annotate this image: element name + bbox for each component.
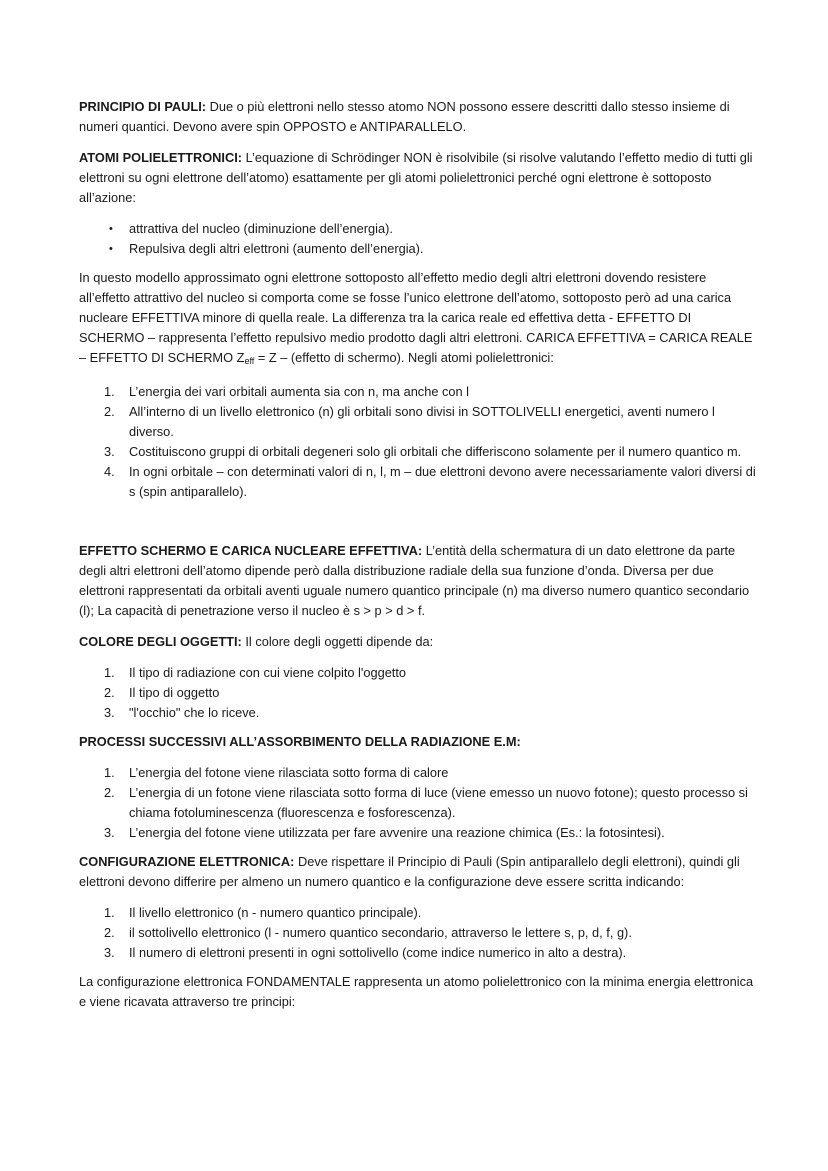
configurazione-paragraph xyxy=(79,852,756,892)
list-item: 1. L’energia dei vari orbitali aumenta sia con n, ma anche con l xyxy=(104,384,470,399)
list-item: 3. L’energia del fotone viene utilizzata per fare avvenire una reazione chimica (Es.: la fotosintesi). xyxy=(104,825,665,840)
list-item: 3. Il numero di elettroni presenti in ogni sottolivello (come indice numerico in alto a destra). xyxy=(104,945,627,960)
list-item: 4. In ogni orbitale – con determinati valori di n, l, m – due elettroni devono avere necessariamente valori diversi di s (spin antiparallelo). xyxy=(104,464,756,499)
bullet-icon: • xyxy=(109,223,113,235)
configurazione-closing-paragraph: La configurazione elettronica FONDAMENTALE rappresenta un atomo polielettronico con la minima energia elettronica e viene ricavata attraverso tre principi: xyxy=(79,974,754,1009)
polielettronici-heading: ATOMI POLIELETTRONICI: xyxy=(79,150,243,165)
list-item: • attrattiva del nucleo (diminuzione dell’energia). xyxy=(79,219,756,239)
list-item: 3. "l'occhio" che lo riceve. xyxy=(104,705,260,720)
colore-numbered-list xyxy=(79,663,756,723)
colore-paragraph xyxy=(79,632,756,652)
processi-paragraph xyxy=(79,732,756,752)
list-item: 1. L’energia del fotone viene rilasciata sotto forma di calore xyxy=(104,765,449,780)
model-paragraph: In questo modello approssimato ogni elettrone sottoposto all’effetto medio degli altri elettroni dovendo resistere all’effetto attrattivo del nucleo si comporta come se fosse l’unico elettrone dell’atomo, sottoposto però ad una carica nucleare EFFETTIVA minore di quella reale. La differenza tra la carica reale ed effettiva detta - EFFETTO DI SCHERMO – rappresenta l’effetto repulsivo medio prodotto dagli altri elettroni. CARICA EFFETTIVA = CARICA REALE – EFFETTO DI SCHERMO $Z_{eff} = Z$ – (effetto di schermo). Negli atomi polielettronici: xyxy=(79,270,753,366)
list-item: 1. Il livello elettronico (n - numero quantico principale). xyxy=(104,905,422,920)
schermo-heading: EFFETTO SCHERMO E CARICA NUCLEARE EFFETTIVA: xyxy=(79,543,423,558)
schermo-text: L’entità della schermatura di un dato elettrone da parte degli altri elettroni dell’atomo dipende però dalla distribuzione radiale della sua funzione d’onda. Diversa per due elettroni rappresentati da orbitali aventi uguale numero quantico principale (n) ma diverso numero quantico secondario (l); La capacità di penetrazione verso il nucleo è s > p > d > f. xyxy=(79,543,750,618)
polielettronici-numbered-list xyxy=(79,382,756,502)
list-item: 1. Il tipo di radiazione con cui viene colpito l'oggetto xyxy=(104,665,407,680)
polielettronici-bullet-list xyxy=(79,219,756,259)
zeff-subscript: eff xyxy=(244,356,255,366)
processi-numbered-list xyxy=(79,763,756,843)
pauli-heading: PRINCIPIO DI PAULI: xyxy=(79,99,207,114)
colore-text: Il colore degli oggetti dipende da: xyxy=(241,634,434,649)
list-item: 2. Il tipo di oggetto xyxy=(104,685,220,700)
list-item: • Repulsiva degli altri elettroni (aumento dell’energia). xyxy=(79,239,756,259)
list-item: 3. Costituiscono gruppi di orbitali degeneri solo gli orbitali che differiscono solamente per il numero quantico m. xyxy=(104,444,742,459)
list-item: 2. All’interno di un livello elettronico (n) gli orbitali sono divisi in SOTTOLIVELLI energetici, aventi numero l diverso. xyxy=(104,404,715,439)
configurazione-heading: CONFIGURAZIONE ELETTRONICA: xyxy=(79,854,295,869)
polielettronici-text: L’equazione di Schrödinger NON è risolvibile (si risolve valutando l’effetto medio di tutti gli elettroni su ogni elettrone dell’atomo) esattamente per gli atomi polielettronici perché ogni elettrone è sottoposto all’azione: xyxy=(79,150,753,205)
list-item: 2. il sottolivello elettronico (l - numero quantico secondario, attraverso le lettere s, p, d, f, g). xyxy=(104,925,632,940)
configurazione-numbered-list xyxy=(79,903,756,963)
colore-heading: COLORE DEGLI OGGETTI: xyxy=(79,634,242,649)
list-item: 2. L’energia di un fotone viene rilasciata sotto forma di luce (viene emesso un nuovo fotone); questo processo si chiama fotoluminescenza (fluorescenza e fosforescenza). xyxy=(104,785,748,820)
pauli-paragraph xyxy=(79,97,756,137)
processi-heading: PROCESSI SUCCESSIVI ALL’ASSORBIMENTO DELLA RADIAZIONE E.M: xyxy=(79,734,521,749)
bullet-icon: • xyxy=(109,243,113,255)
schermo-paragraph xyxy=(79,541,756,621)
pauli-text: Due o più elettroni nello stesso atomo NON possono essere descritti dallo stesso insieme di numeri quantici. Devono avere spin OPPOSTO e ANTIPARALLELO. xyxy=(79,99,730,134)
polielettronici-paragraph xyxy=(79,148,756,208)
configurazione-text: Deve rispettare il Principio di Pauli (Spin antiparallelo degli elettroni), quindi gli elettroni devono differire per almeno un numero quantico e la configurazione deve essere scritta indicando: xyxy=(79,854,740,889)
